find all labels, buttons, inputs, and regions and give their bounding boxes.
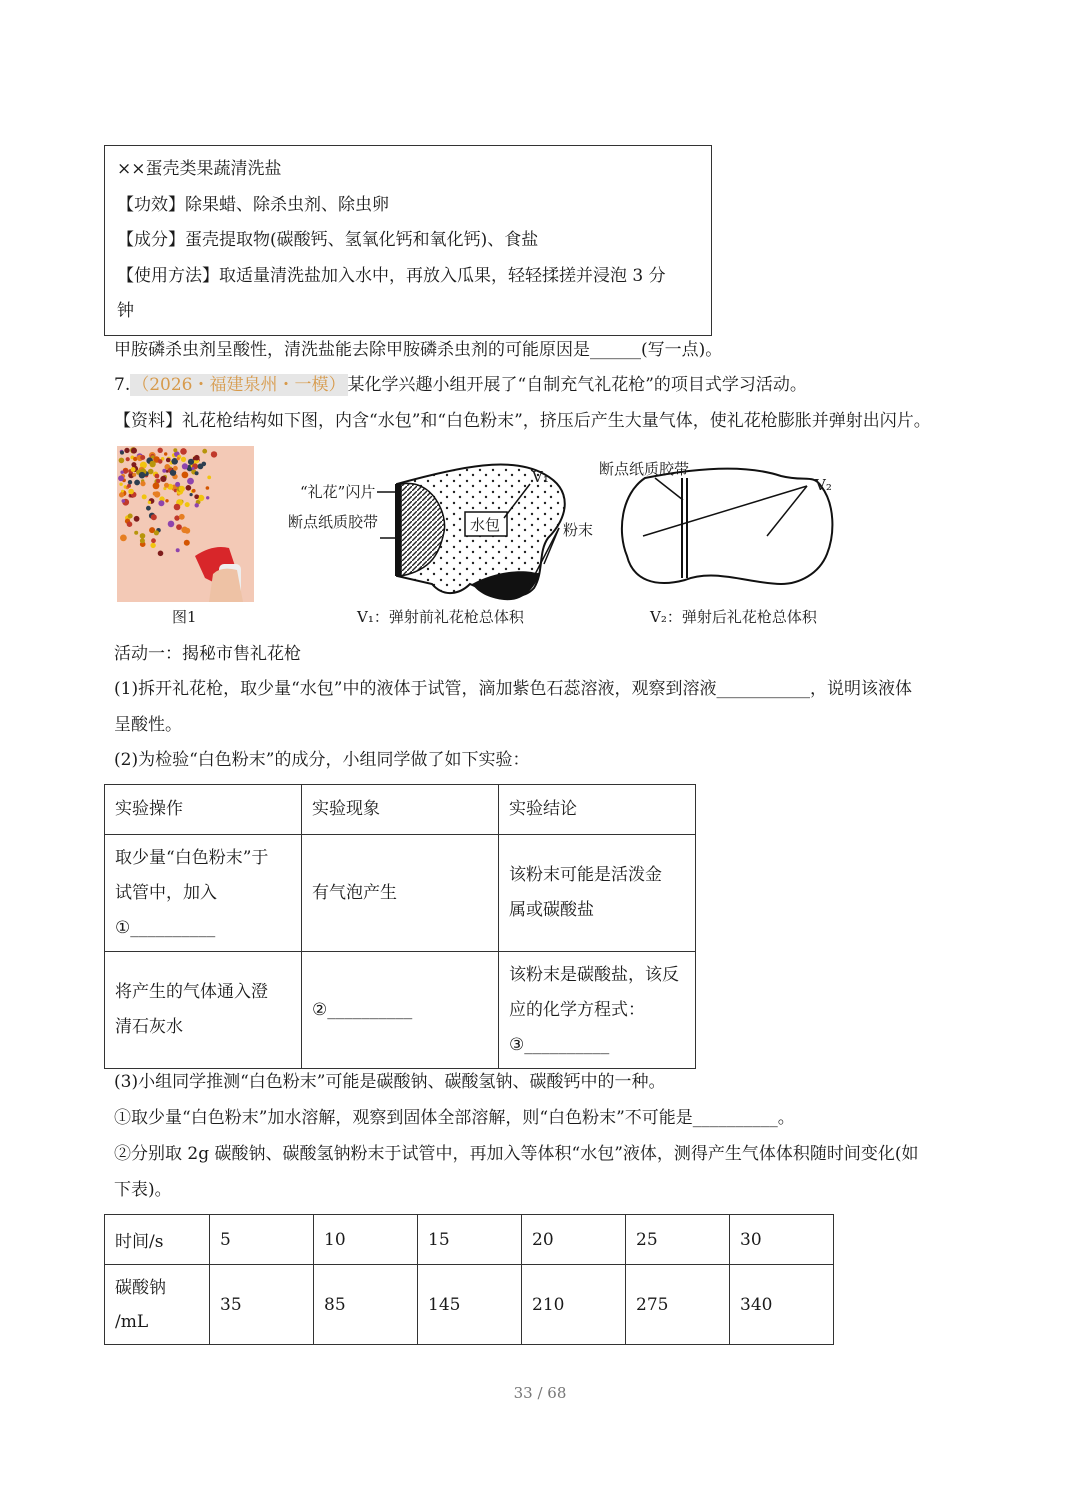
time-cell: 10 (314, 1215, 418, 1265)
product-effect: 【功效】除果蜡、除杀虫剂、除虫卵 (117, 195, 389, 215)
exp-r1-operation (105, 835, 302, 952)
product-usage-line2: 钟 (117, 301, 134, 321)
product-info-box (104, 145, 712, 336)
exp-r1-concl-l1: 该粉末可能是活泼金 (509, 865, 662, 885)
q2-intro: (2)为检验“白色粉末”的成分，小组同学做了如下实验： (114, 750, 530, 770)
exp-r1-phenomenon: 有气泡产生 (302, 835, 499, 952)
label-powder: 粉末 (563, 521, 594, 539)
q7-header (114, 375, 807, 395)
volume-cell: 340 (730, 1265, 834, 1345)
time-cell: 25 (626, 1215, 730, 1265)
time-cell: 15 (418, 1215, 522, 1265)
caption-v2: V₂：弹射后礼花枪总体积 (650, 608, 817, 626)
exp-r2-concl-l1: 该粉末是碳酸盐，该反 (509, 964, 679, 985)
label-waterbag: 水包 (470, 516, 501, 534)
diagram-after-launch (595, 456, 845, 606)
q3-line: (3)小组同学推测“白色粉末”可能是碳酸钠、碳酸氢钠、碳酸钙中的一种。 (114, 1072, 666, 1092)
product-title: ××蛋壳类果蔬清洗盐 (117, 159, 282, 179)
diagram-before-launch (282, 456, 608, 606)
volume-head-l2: /mL (115, 1311, 149, 1332)
q1-line1: (1)拆开礼花枪，取少量“水包”中的液体于试管，滴加紫色石蕊溶液，观察到溶液___________，说明该液体 (114, 679, 912, 699)
product-ingredients: 【成分】蛋壳提取物(碳酸钙、氢氧化钙和氧化钙)、食盐 (117, 230, 539, 250)
caption-v1: V₁：弹射前礼花枪总体积 (357, 608, 524, 626)
q3-sub1: ①取少量“白色粉末”加水溶解，观察到固体全部溶解，则“白色粉末”不可能是__________。 (114, 1108, 795, 1128)
exp-header-op: 实验操作 (105, 785, 302, 835)
volume-cell: 85 (314, 1265, 418, 1345)
exp-r2-op-l2: 清石灰水 (115, 1017, 183, 1037)
volume-row (105, 1265, 834, 1345)
volume-cell: 210 (522, 1265, 626, 1345)
time-cell: 30 (730, 1215, 834, 1265)
exp-r2-phenomenon: ②__________ (302, 952, 499, 1069)
product-usage-line1: 【使用方法】取适量清洗盐加入水中，再放入瓜果，轻轻揉搓并浸泡 3 分 (117, 266, 666, 286)
exp-r1-op-l2: 试管中，加入 (115, 882, 217, 903)
exp-r1-op-l3: ①__________ (115, 917, 216, 938)
gas-volume-table (104, 1214, 834, 1345)
exp-r1-conclusion (499, 835, 696, 952)
exp-header-concl: 实验结论 (499, 785, 696, 835)
exp-header-row (105, 785, 696, 835)
exp-r1-concl-l2: 属或碳酸盐 (509, 900, 594, 920)
volume-cell: 275 (626, 1265, 730, 1345)
label-v2: V₂ (815, 476, 832, 494)
volume-head-l1: 碳酸钠 (115, 1277, 166, 1298)
exp-row-2 (105, 952, 696, 1069)
time-cell: 20 (522, 1215, 626, 1265)
q6-tail: 甲胺磷杀虫剂呈酸性，清洗盐能去除甲胺磷杀虫剂的可能原因是______(写一点)。 (114, 340, 723, 360)
time-row-head: 时间/s (105, 1215, 210, 1265)
label-flash: “礼花”闪片 (300, 483, 376, 501)
exp-header-phen: 实验现象 (302, 785, 499, 835)
confetti-gun-photo (117, 446, 254, 602)
activity1-heading: 活动一：揭秘市售礼花枪 (114, 644, 301, 664)
label-tape2: 断点纸质胶带 (599, 460, 690, 478)
q1-line2: 呈酸性。 (114, 715, 182, 735)
q7-intro: 某化学兴趣小组开展了“自制充气礼花枪”的项目式学习活动。 (347, 375, 807, 395)
q7-source-tag: （2026・福建泉州・一模） (132, 375, 346, 395)
q7-material: 【资料】礼花枪结构如下图，内含“水包”和“白色粉末”，挤压后产生大量气体，使礼花枪膨胀并弹射出闪片。 (114, 411, 931, 431)
volume-cell: 35 (210, 1265, 314, 1345)
exp-r2-concl-l2: 应的化学方程式： (509, 999, 645, 1020)
time-cell: 5 (210, 1215, 314, 1265)
page-number: 33 / 68 (513, 1384, 567, 1402)
label-v1: V₁ (532, 468, 549, 486)
volume-cell: 145 (418, 1265, 522, 1345)
exp-r2-op-l1: 将产生的气体通入澄 (115, 982, 268, 1002)
q3-sub2-line1: ②分别取 2g 碳酸钠、碳酸氢钠粉末于试管中，再加入等体积“水包”液体，测得产生气体体积随时间变化(如 (114, 1144, 919, 1164)
exp-r2-operation (105, 952, 302, 1069)
fig1-caption: 图1 (172, 608, 197, 626)
exp-r2-concl-l3: ③__________ (509, 1034, 610, 1055)
exp-row-1 (105, 835, 696, 952)
exp-r2-conclusion (499, 952, 696, 1069)
volume-row-head (105, 1265, 210, 1345)
q3-sub2-line2: 下表)。 (114, 1180, 172, 1200)
exp-r1-op-l1: 取少量“白色粉末”于 (115, 847, 269, 868)
experiment-table (104, 784, 696, 1069)
time-row (105, 1215, 834, 1265)
q7-number: 7. (114, 375, 131, 395)
label-tape: 断点纸质胶带 (288, 513, 379, 531)
